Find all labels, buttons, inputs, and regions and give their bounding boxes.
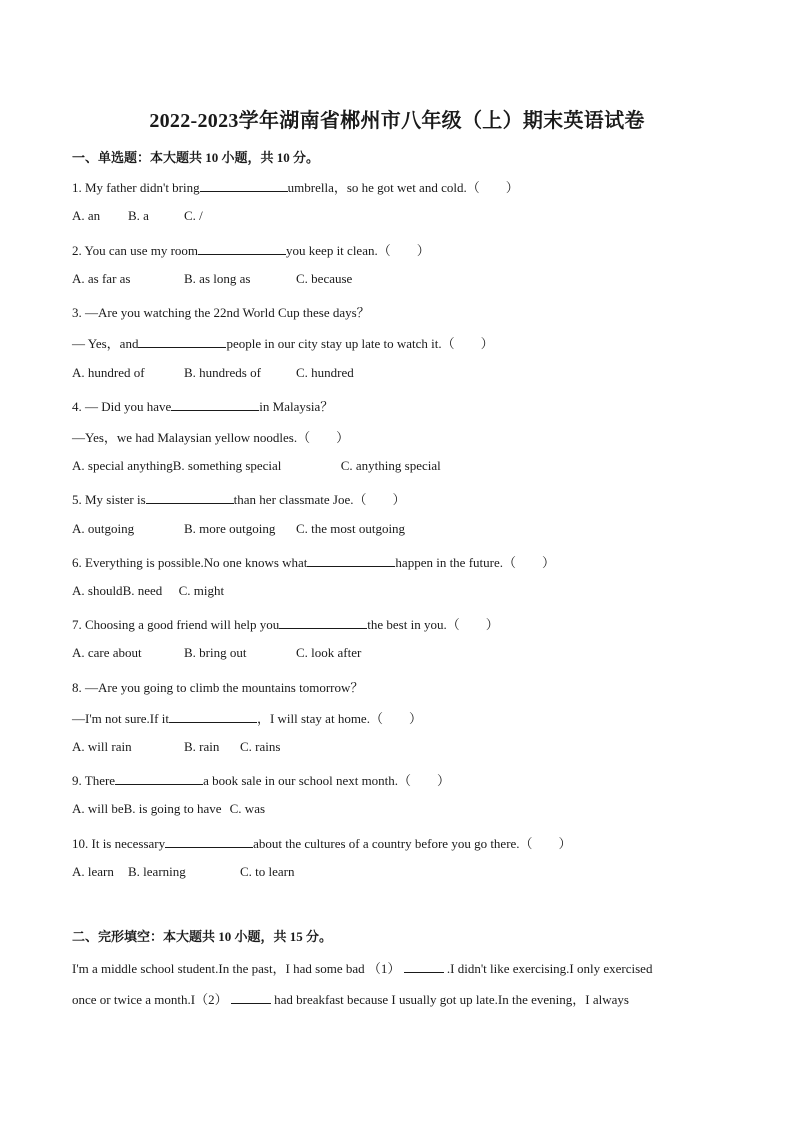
question-4-options bbox=[72, 458, 441, 474]
question-8-stem: 8. —Are you going to climb the mountains tomorrow？ bbox=[72, 680, 364, 695]
option-c: C. look after bbox=[296, 645, 362, 660]
option-c: C. was bbox=[229, 801, 266, 816]
question-2 bbox=[72, 240, 430, 259]
answer-blank bbox=[279, 617, 367, 629]
option-a: A. outgoing bbox=[72, 521, 135, 536]
question-5-options bbox=[72, 521, 405, 537]
passage-line-1 bbox=[72, 958, 652, 977]
option-a: A. will be bbox=[72, 801, 124, 816]
option-c: C. anything special bbox=[340, 458, 441, 473]
question-text: 1. My father didn't bring bbox=[72, 180, 200, 195]
question-1 bbox=[72, 177, 519, 196]
question-text: than her classmate Joe.（ ） bbox=[233, 492, 406, 507]
question-9-options bbox=[72, 801, 265, 817]
answer-blank bbox=[231, 992, 271, 1004]
section-2-heading: 二、完形填空：本大题共 10 小题，共 15 分。 bbox=[72, 929, 333, 944]
question-6-options bbox=[72, 583, 224, 599]
question-3-options bbox=[72, 365, 354, 381]
answer-blank bbox=[138, 336, 226, 348]
option-c: C. rains bbox=[240, 739, 281, 754]
answer-blank bbox=[404, 961, 444, 973]
answer-blank bbox=[200, 180, 288, 192]
passage-line-2 bbox=[72, 989, 629, 1008]
passage-text: once or twice a month.I（2） bbox=[72, 992, 228, 1007]
question-4-reply: —Yes，we had Malaysian yellow noodles.（ ） bbox=[72, 430, 350, 445]
option-b: B. is going to have bbox=[123, 801, 222, 816]
question-text: people in our city stay up late to watch it.（ ） bbox=[226, 336, 494, 351]
question-text: 9. There bbox=[72, 773, 116, 788]
option-a: A. care about bbox=[72, 645, 142, 660]
question-7-options bbox=[72, 645, 361, 661]
question-3 bbox=[72, 333, 494, 352]
question-text: in Malaysia？ bbox=[259, 399, 334, 414]
question-text: about the cultures of a country before you go there.（ ） bbox=[253, 836, 572, 851]
question-text: 10. It is necessary bbox=[72, 836, 166, 851]
option-c: C. because bbox=[296, 271, 353, 286]
question-5 bbox=[72, 489, 406, 508]
option-a: A. learn bbox=[72, 864, 114, 879]
option-b: B. as long as bbox=[184, 271, 251, 286]
question-text: 5. My sister is bbox=[72, 492, 146, 507]
option-c: C. to learn bbox=[240, 864, 295, 879]
question-text: ，I will stay at home.（ ） bbox=[256, 711, 422, 726]
question-8 bbox=[72, 708, 422, 727]
section-1-heading: 一、单选题：本大题共 10 小题，共 10 分。 bbox=[72, 150, 320, 165]
option-b: B. bring out bbox=[184, 645, 247, 660]
question-3-stem: 3. —Are you watching the 22nd World Cup these days？ bbox=[72, 305, 370, 320]
question-text: the best in you.（ ） bbox=[367, 617, 499, 632]
option-b: B. hundreds of bbox=[184, 365, 261, 380]
answer-blank bbox=[165, 836, 253, 848]
option-b: B. learning bbox=[128, 864, 186, 879]
question-8-options bbox=[72, 739, 280, 755]
passage-text: had breakfast because I usually got up late.In the evening，I always bbox=[274, 992, 629, 1007]
answer-blank bbox=[307, 555, 395, 567]
option-a: A. as far as bbox=[72, 271, 131, 286]
answer-blank bbox=[169, 711, 257, 723]
option-a: A. will rain bbox=[72, 739, 132, 754]
passage-text: I'm a middle school student.In the past，I had some bad （1） bbox=[72, 961, 401, 976]
option-a: A. should bbox=[72, 583, 123, 598]
option-b: B. need bbox=[122, 583, 163, 598]
question-text: 4. — Did you have bbox=[72, 399, 172, 414]
question-text: —I'm not sure.If it bbox=[72, 711, 169, 726]
question-text: you keep it clean.（ ） bbox=[286, 243, 430, 258]
option-c: C. hundred bbox=[296, 365, 354, 380]
option-b: B. more outgoing bbox=[184, 521, 276, 536]
option-a: A. hundred of bbox=[72, 365, 145, 380]
option-c: C. / bbox=[184, 208, 203, 223]
question-10-options bbox=[72, 864, 295, 880]
question-text: a book sale in our school next month.（ ） bbox=[203, 773, 451, 788]
passage-text: .I didn't like exercising.I only exercised bbox=[446, 961, 653, 976]
option-b: B. something special bbox=[172, 458, 282, 473]
question-9 bbox=[72, 770, 450, 789]
question-text: — Yes，and bbox=[72, 336, 139, 351]
exam-title: 2022-2023学年湖南省郴州市八年级（上）期末英语试卷 bbox=[149, 110, 645, 132]
option-a: A. special anything bbox=[72, 458, 173, 473]
question-text: umbrella，so he got wet and cold.（ ） bbox=[287, 180, 519, 195]
question-1-options bbox=[72, 208, 203, 224]
option-a: A. an bbox=[72, 208, 101, 223]
question-text: 2. You can use my room bbox=[72, 243, 199, 258]
option-c: C. the most outgoing bbox=[296, 521, 406, 536]
answer-blank bbox=[115, 773, 203, 785]
answer-blank bbox=[146, 492, 234, 504]
option-b: B. a bbox=[128, 208, 149, 223]
answer-blank bbox=[171, 399, 259, 411]
question-10 bbox=[72, 833, 572, 852]
question-text: happen in the future.（ ） bbox=[395, 555, 555, 570]
question-7 bbox=[72, 614, 499, 633]
question-text: 7. Choosing a good friend will help you bbox=[72, 617, 280, 632]
option-c: C. might bbox=[178, 583, 225, 598]
option-b: B. rain bbox=[184, 739, 220, 754]
answer-blank bbox=[198, 243, 286, 255]
question-2-options bbox=[72, 271, 352, 287]
question-4 bbox=[72, 396, 333, 415]
question-text: 6. Everything is possible.No one knows what bbox=[72, 555, 308, 570]
question-6 bbox=[72, 552, 555, 571]
